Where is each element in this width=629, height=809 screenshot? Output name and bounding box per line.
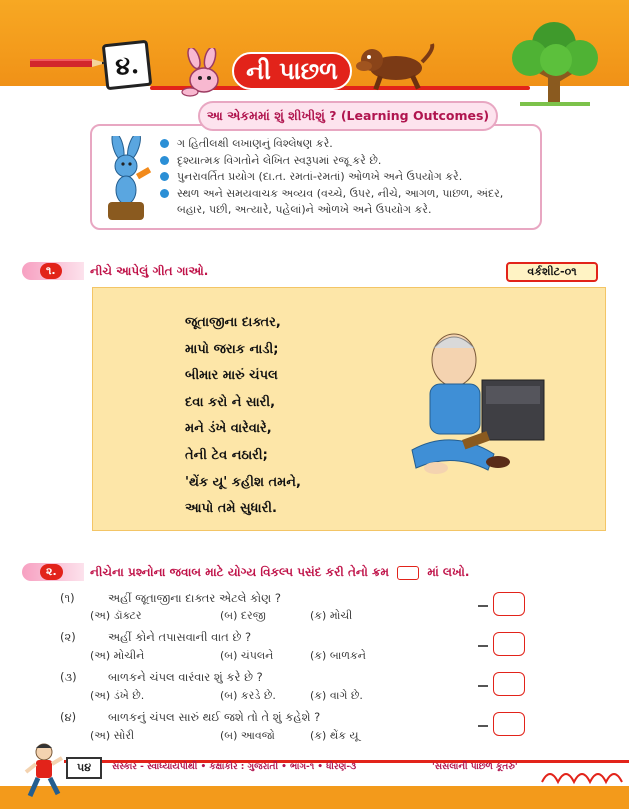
option-c: (ક) થેંક યૂ <box>310 729 359 742</box>
tree-icon <box>500 18 610 108</box>
bullet-icon <box>160 156 169 165</box>
question-3: (૩) બાળકને ચંપલ વારંવાર શું કરે છે ? <box>60 670 263 684</box>
answer-box-4[interactable] <box>493 712 525 736</box>
rabbit-icon <box>172 48 232 98</box>
question-tag-1: ૧. <box>22 262 84 280</box>
option-c: (ક) વાગે છે. <box>310 689 363 702</box>
footer-book-info: સંસ્કાર - સ્વાધ્યાયપોથી • કક્ષાકોર : ગુજરાતી • ભાગ-૧ • ધોરણ-૩ <box>112 762 357 772</box>
bunny-icon <box>98 136 158 224</box>
list-item: બહાર, પછી, અત્યારે, પહેલાં)ને ઓળખે અને ઉપયોગ કરે. <box>177 203 432 216</box>
question-tag-2: ૨. <box>22 563 84 581</box>
option-b: (બ) કરડે છે. <box>220 689 276 702</box>
bullet-icon <box>160 172 169 181</box>
answer-box-2[interactable] <box>493 632 525 656</box>
song-text: જૂતાજીના દાક્તર, માપો જરાક નાડી; બીમાર મારું ચંપલ દવા કરો ને સારી, મને ડંખે વારેવારે, તેની ટેવ નઠારી; 'થેંક યૂ' કહીશ તમને, આપો તમે સુધારી. <box>185 315 301 517</box>
bullet-icon <box>160 189 169 198</box>
learning-outcomes-label: આ એકમમાં શું શીખીશું ? (Learning Outcomes) <box>198 101 498 131</box>
cobbler-illustration <box>402 320 552 480</box>
option-b: (બ) દરજી <box>220 609 266 622</box>
answer-box-3[interactable] <box>493 672 525 696</box>
section2-instruction: નીચેના પ્રશ્નોના જવાબ માટે યોગ્ય વિકલ્પ પસંદ કરી તેનો ક્રમ માં લખો. <box>90 565 470 579</box>
bullet-icon <box>160 139 169 148</box>
option-a: (અ) મોચીને <box>90 649 145 662</box>
answer-dash <box>478 725 488 727</box>
page-number: ૫૪ <box>66 757 102 779</box>
option-b: (બ) આવજો <box>220 729 275 742</box>
question-4: (૪) બાળકનું ચંપલ સારું થઈ જશે તો તે શું કહેશે ? <box>60 710 321 724</box>
answer-dash <box>478 685 488 687</box>
list-item: દૃશ્યાત્મક વિગતોને લેખિત સ્વરૂપમાં રજૂ કરે છે. <box>160 153 540 170</box>
option-a: (અ) ડંખે છે. <box>90 689 145 702</box>
running-child-icon <box>24 742 64 802</box>
footer-chapter-name: 'સસલાની પાછળ કૂતરું' <box>432 762 518 772</box>
question-2: (૨) અહીં કોને તપાસવાની વાત છે ? <box>60 630 252 644</box>
dog-icon <box>356 40 436 92</box>
option-b: (બ) ચંપલને <box>220 649 274 662</box>
list-item: પુનરાવર્તિત પ્રયોગ (દા.ત. રમતાં-રમતાં) ઓળખે અને ઉપયોગ કરે. <box>160 169 540 186</box>
swirl-ornament-icon <box>540 764 626 786</box>
option-a: (અ) સોરી <box>90 729 135 742</box>
section1-instruction: નીચે આપેલું ગીત ગાઓ. <box>90 264 209 278</box>
chapter-title: ની પાછળ <box>232 52 352 90</box>
learning-outcomes-list <box>160 136 540 219</box>
answer-box-1[interactable] <box>493 592 525 616</box>
answer-box-sample <box>397 566 419 580</box>
chapter-number: ૪. <box>102 40 153 91</box>
list-item: ગ હિતીલક્ષી લખાણનું વિશ્લેષણ કરે. <box>160 136 540 153</box>
option-c: (ક) મોચી <box>310 609 353 622</box>
option-a: (અ) ડૉક્ટર <box>90 609 142 622</box>
answer-dash <box>478 605 488 607</box>
worksheet-badge: વર્કશીટ-૦૧ <box>506 262 598 282</box>
footer-band <box>0 786 629 809</box>
answer-dash <box>478 645 488 647</box>
pencil-icon <box>30 56 110 70</box>
list-item: સ્થળ અને સમયવાચક અવ્યવ (વચ્ચે, ઉપર, નીચે, આગળ, પાછળ, અંદર, <box>160 186 540 203</box>
option-c: (ક) બાળકને <box>310 649 366 662</box>
question-1: (૧) અહીં જૂતાજીના દાક્તર એટલે કોણ ? <box>60 591 281 605</box>
